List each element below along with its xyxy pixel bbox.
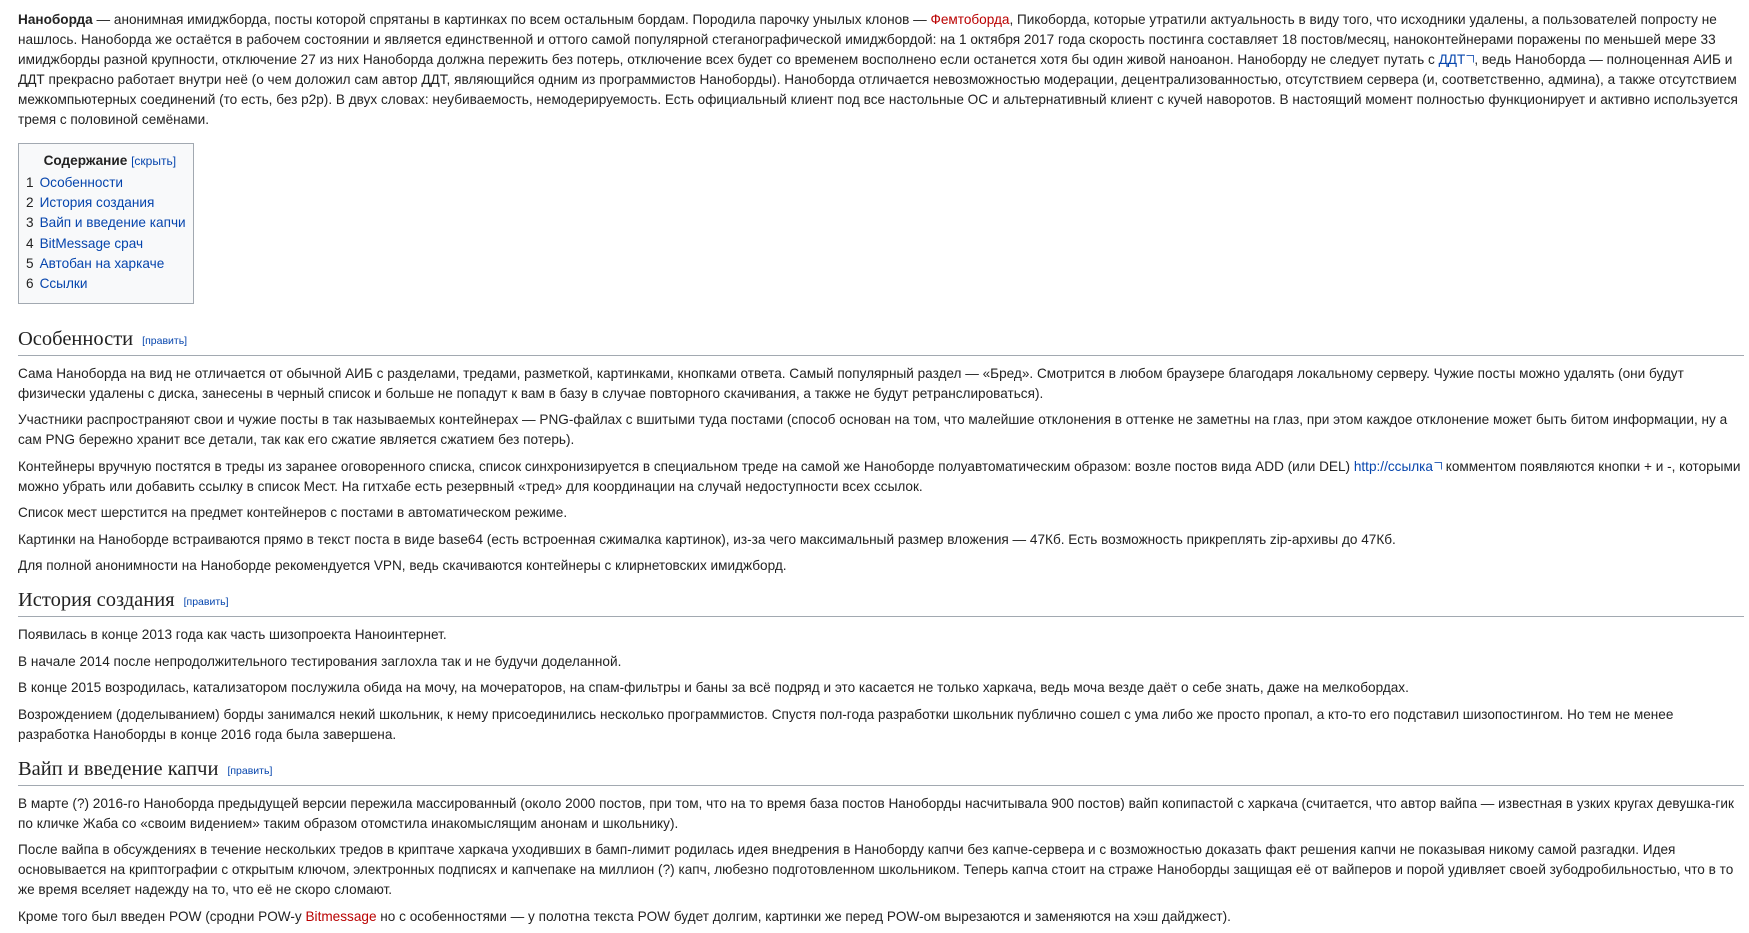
toc-item[interactable] bbox=[26, 254, 186, 274]
section-title: История создания bbox=[18, 589, 175, 612]
toc-link-features[interactable]: Особенности bbox=[39, 174, 124, 190]
paragraph: Появилась в конце 2013 года как часть шизопроекта Наноинтернет. bbox=[18, 627, 447, 643]
toc-link-bitmessage[interactable]: BitMessage срач bbox=[39, 235, 144, 251]
femtoboard-link[interactable]: Фемтоборда bbox=[930, 12, 1010, 27]
article-title-bold: Наноборда bbox=[18, 12, 93, 27]
paragraph: Для полной анонимности на Наноборде рекомендуется VPN, ведь скачиваются контейнеры с клирнетовских имиджборд. bbox=[18, 558, 787, 574]
paragraph-text: комментом появляются кнопки + и -, которыми можно убрать или добавить ссылку в список Мест. На гитхабе есть резервный «тред» для координации на случай недоступности всех ссылок. bbox=[18, 458, 1741, 494]
article-content bbox=[18, 10, 1744, 933]
toc-link-links[interactable]: Ссылки bbox=[39, 276, 88, 292]
toc-link-autoban[interactable]: Автобан на харкаче bbox=[39, 255, 165, 271]
section-heading-features bbox=[18, 326, 1744, 356]
toc-number: 2 bbox=[26, 195, 34, 211]
toc-item[interactable] bbox=[26, 193, 186, 213]
toc-number: 5 bbox=[26, 255, 34, 271]
section-title: Вайп и введение капчи bbox=[18, 757, 219, 780]
paragraph bbox=[18, 907, 1744, 927]
paragraph bbox=[18, 457, 1744, 497]
toc-number: 6 bbox=[26, 276, 34, 292]
lead-text: , ведь Наноборда — полноценная АИБ и ДДТ прекрасно работает внутри неё (о чем доложил сам автор ДДТ, являющийся одним из программистов Наноборды). Наноборда отличается невозможностью модерации, децентрализованностью, отсутствием сервера (и, соответственно, админа), а также отсутствием межкомпьютерных соединений (то есть, без p2p). В двух словах: неубиваемость, немодерируемость. Есть официальный клиент под все настольные ОС и альтернативный клиент с кучей наворотов. В настоящий момент полностью функционирует и активно используется тремя с половиной семёнами. bbox=[18, 52, 1738, 127]
ddt-external-link[interactable]: ДДТ bbox=[1439, 52, 1475, 67]
paragraph: После вайпа в обсуждениях в течение нескольких тредов в криптаче харкача уходивших в бамп-лимит родилась идея внедрения в Наноборду капчи без капче-сервера и с возможностью доказать факт решения капчи не показывая никому самой разгадки. Идея основывается на криптографии с открытым ключом, электронных подписях и капчепаке на миллион (?) капч, любезно подготовленном школьником. Теперь капча стоит на страже Наноборды защищая её от вайперов и порой удивляет своей зубодробильностью, что в то же время вселяет надежду на то, что её не скоро сломают. bbox=[18, 842, 1734, 898]
section-heading-wipe bbox=[18, 756, 1744, 786]
toc-number: 1 bbox=[26, 174, 34, 190]
section-title: Особенности bbox=[18, 327, 134, 350]
toc-list bbox=[26, 173, 186, 295]
edit-section-link[interactable]: [править] bbox=[142, 334, 188, 347]
paragraph-text: Кроме того был введен POW (сродни POW-у bbox=[18, 908, 306, 924]
toc-link-history[interactable]: История создания bbox=[39, 195, 155, 211]
paragraph-text: Контейнеры вручную постятся в треды из заранее оговоренного списка, список синхронизируется в специальном треде на самой же Наноборде полуавтоматическим образом: возле постов вида ADD (или DEL) bbox=[18, 458, 1354, 474]
toc-link-wipe[interactable]: Вайп и введение капчи bbox=[39, 215, 186, 231]
toc-item[interactable] bbox=[26, 173, 186, 193]
bitmessage-link[interactable]: Bitmessage bbox=[305, 908, 377, 924]
toc-header bbox=[26, 151, 186, 171]
edit-section-link[interactable]: [править] bbox=[183, 596, 229, 609]
paragraph: В начале 2014 после непродолжительного тестирования заглохла так и не будучи доделанной. bbox=[18, 653, 622, 669]
paragraph: В марте (?) 2016-го Наноборда предыдущей версии пережила массированный (около 2000 постов, при том, что на то время база постов Наноборды насчитывала 900 постов) вайп копипастой с харкача (считается, что автор вайпа — известная в узких кругах девушка-гик по кличке Жаба со «своим видением» таким образом отомстила инакомыслящим анонам и школьнику). bbox=[18, 795, 1734, 831]
paragraph: Возрождением (доделыванием) борды занимался некий школьник, к нему присоединились несколько программистов. Спустя пол-года разработки школьник публично сошел с ума либо же просто пропал, а кто-то его подставил шизопостингом. Но тем не менее разработка Наноборды в конце 2016 года была завершена. bbox=[18, 706, 1674, 742]
edit-section-link[interactable]: [править] bbox=[227, 764, 273, 777]
toc-number: 4 bbox=[26, 235, 34, 251]
toc-item[interactable] bbox=[26, 234, 186, 254]
paragraph: Картинки на Наноборде встраиваются прямо в текст поста в виде base64 (есть встроенная сжималка картинок), из-за чего максимальный размер вложения — 47Кб. Есть возможность прикреплять zip-архивы до 47Кб. bbox=[18, 531, 1396, 547]
toc-number: 3 bbox=[26, 215, 34, 231]
toc-item[interactable] bbox=[26, 274, 186, 294]
toc-item[interactable] bbox=[26, 213, 186, 233]
paragraph: Сама Наноборда на вид не отличается от обычной АИБ с разделами, тредами, разметкой, картинками, кнопками ответа. Самый популярный раздел — «Бред». Смотрится в любом браузере благодаря локальному серверу. Чужие посты можно удалять (они будут физически удалены с диска, занесены в черный список и больше не попадут к вам в базу в случае повторного скачивания, а также не будут ретранслироваться). bbox=[18, 365, 1684, 401]
paragraph: В конце 2015 возродилась, катализатором послужила обида на мочу, на мочераторов, на спам-фильтры и баны за всё подряд и это касается не только харкача, ведь моча везде даёт о себе знать, даже на мелкобордах. bbox=[18, 680, 1409, 696]
paragraph: Список мест шерстится на предмет контейнеров с постами в автоматическом режиме. bbox=[18, 505, 568, 521]
lead-text: — анонимная имиджборда, посты которой спрятаны в картинках по всем остальным бордам. Породила парочку унылых клонов — bbox=[92, 12, 931, 27]
table-of-contents bbox=[18, 143, 194, 304]
example-external-link[interactable]: http://ссылка bbox=[1354, 459, 1442, 474]
paragraph: Участники распространяют свои и чужие посты в так называемых контейнерах — PNG-файлах с вшитыми туда постами (способ основан на том, что малейшие отклонения в оттенке не заметны на глаз, при этом каждое отклонение может быть битом информации, ну а сам PNG бережно хранит все детали, так как его сжатие является сжатием без потерь). bbox=[18, 412, 1728, 448]
toc-hide-toggle[interactable]: [скрыть] bbox=[131, 153, 177, 168]
paragraph-text: но с особенностями — у полотна текста POW будет долгим, картинки же перед POW-ом вырезаются и заменяются на хэш дайджест). bbox=[376, 908, 1231, 924]
section-heading-history bbox=[18, 587, 1744, 617]
lead-text: , Пикоборда, которые утратили актуальность в виду того, что исходники удалены, а пользователей попросту не нашлось. Наноборда же остаётся в рабочем состоянии и является единственной и оттого самой популярной стеганографической имиджбордой: на 1 октября 2017 года скорость постинга составляет 18 постов/месяц, наноконтейнерами поражены по меньшей мере 33 имиджборды разной крупности, отключение 27 из них Наноборда должна пережить без потерь, отключение всех будет со временем восполнено если останется хотя бы один живой нанoанон. Наноборду не следует путать с bbox=[18, 12, 1717, 67]
toc-title: Содержание bbox=[43, 152, 128, 168]
lead-paragraph bbox=[18, 10, 1744, 130]
